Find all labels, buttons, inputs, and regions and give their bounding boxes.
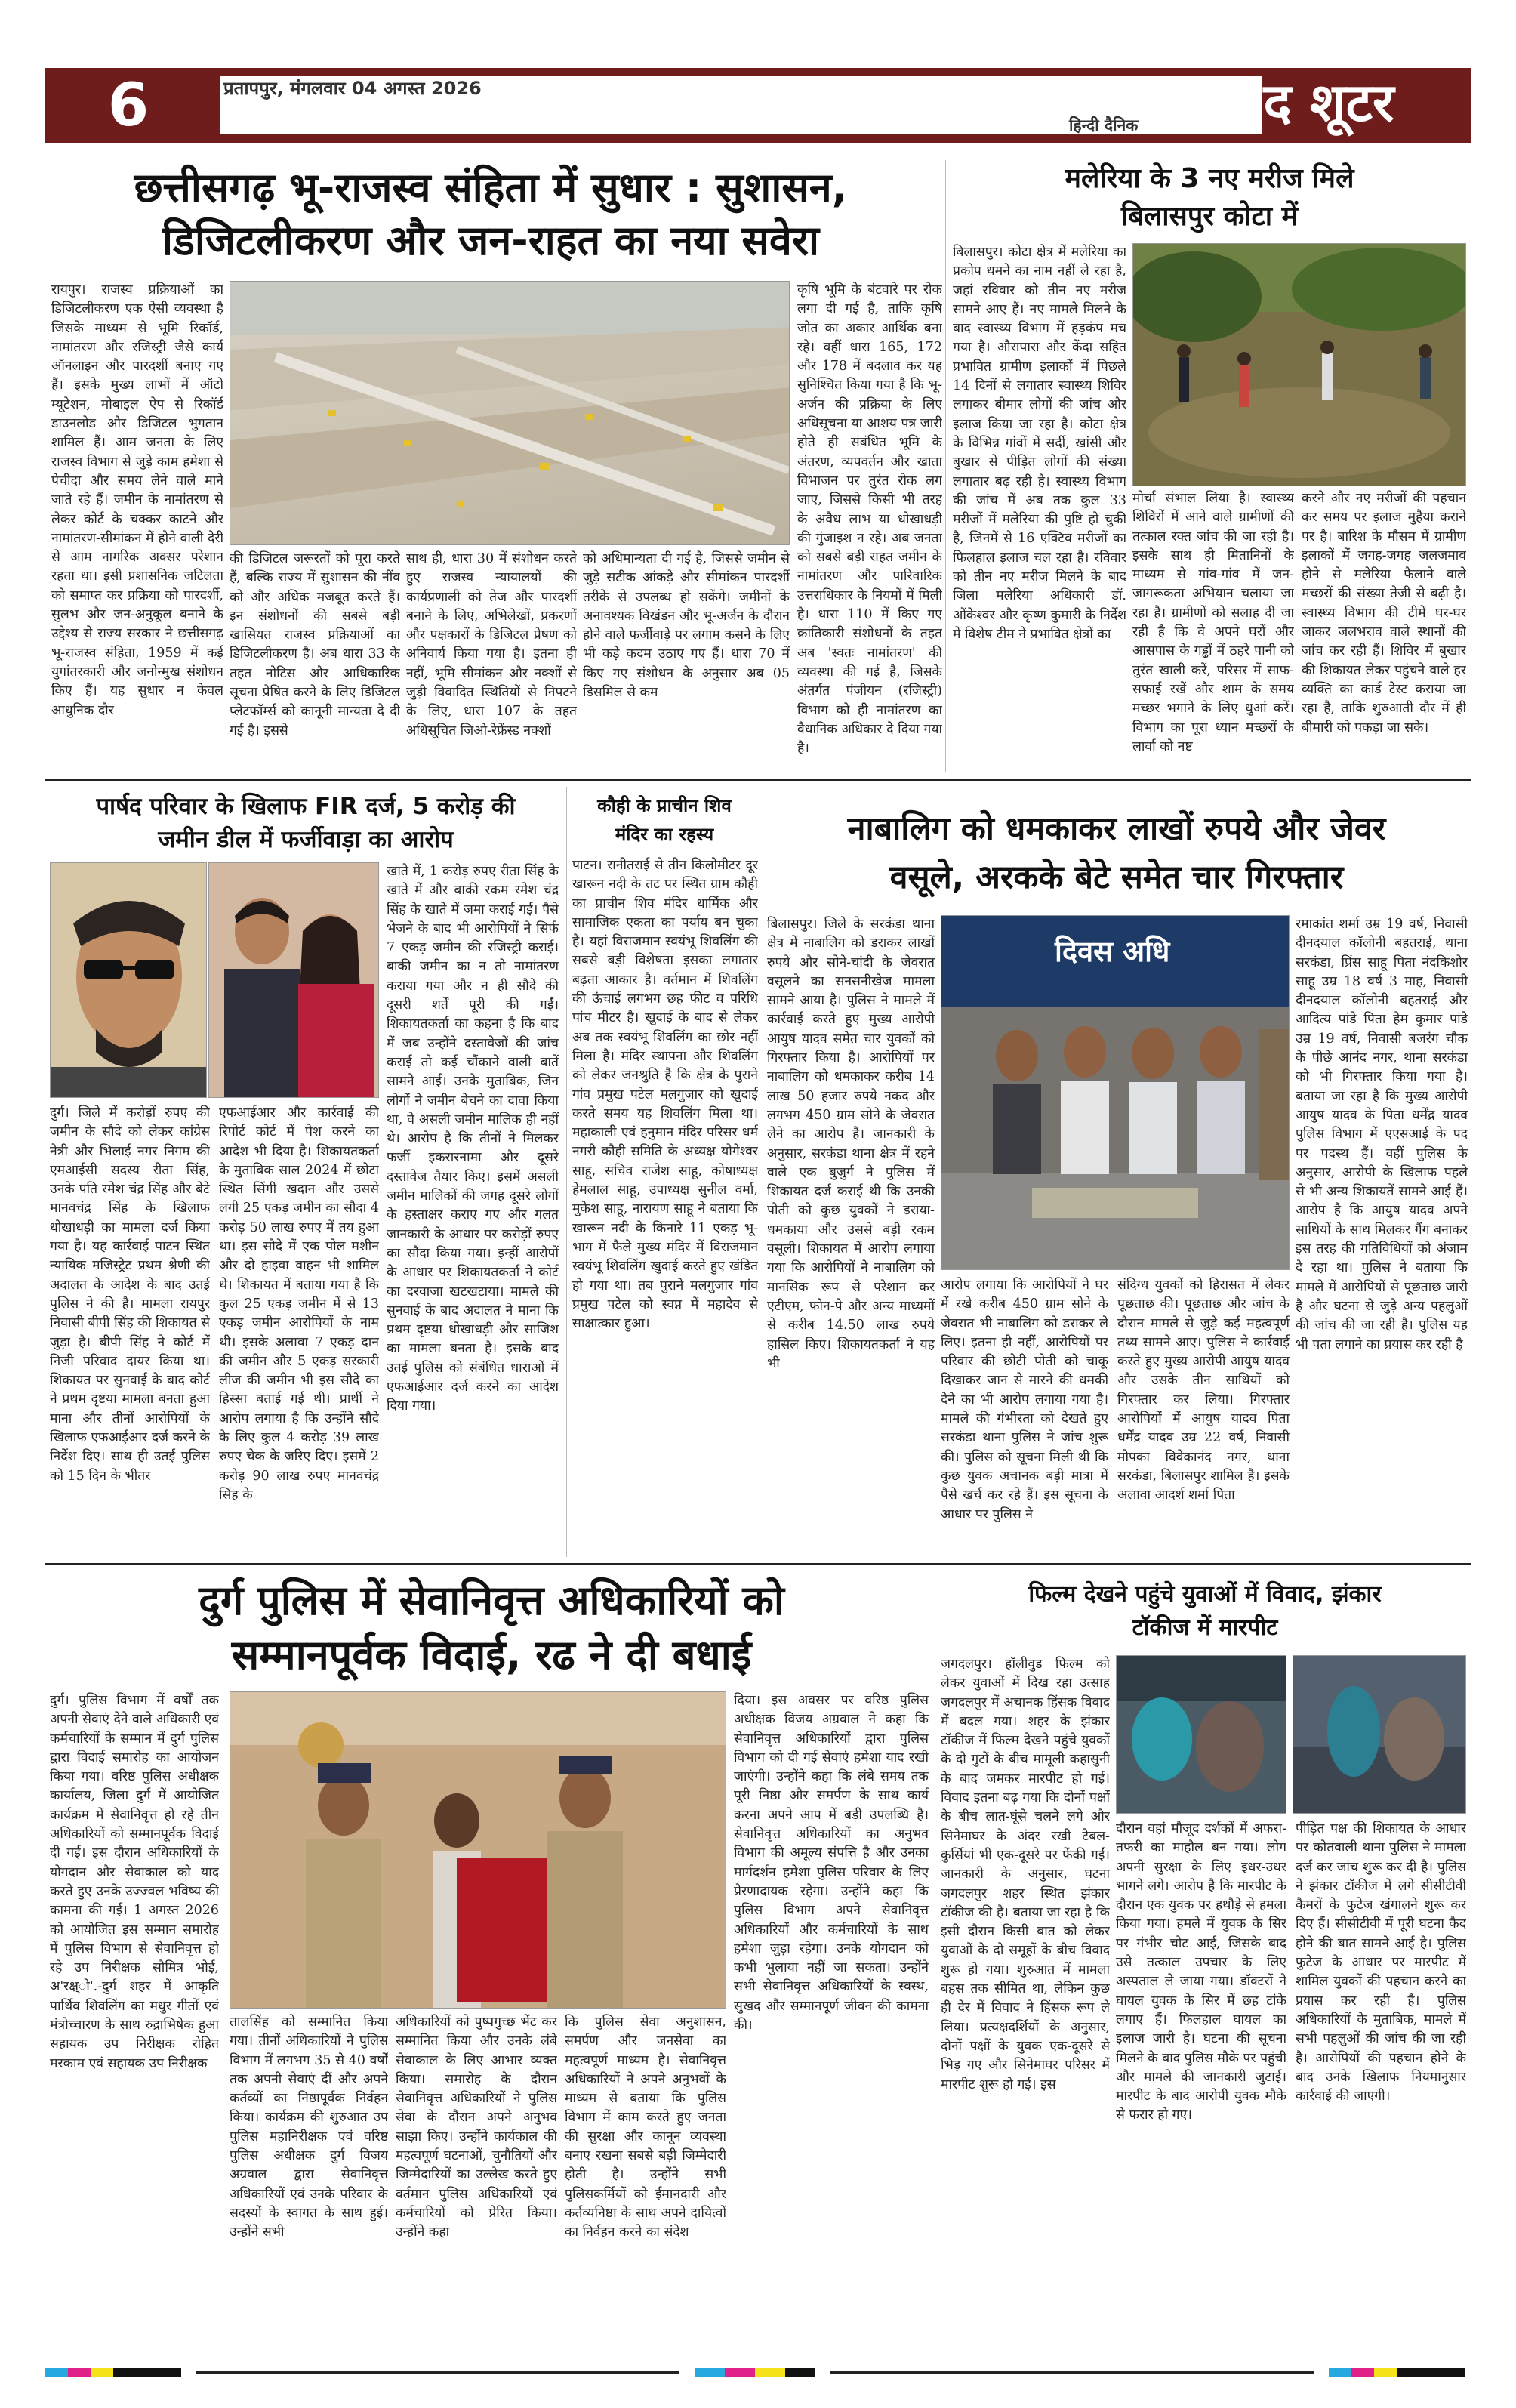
yellow-swatch	[755, 2368, 785, 2377]
arrested-youths-photo	[941, 915, 1290, 1270]
cctv-still-1	[1116, 1655, 1286, 1814]
cyan-swatch	[1329, 2368, 1351, 2377]
bottom-rule-left	[196, 2371, 679, 2374]
story5-column-1: बिलासपुर। जिले के सरकंडा थाना क्षेत्र में नाबालिग को डराकर लाखों रुपये और सोने-चांदी के जेवरात वसूलने का सनसनीखेज मामला सामने आया है। पुलिस ने मामले में कार्रवाई करते हुए मुख्य आरोपी आयुष यादव समेत चार युवकों को गिरफ्तार किया है। आरोपियों पर नाबालिग को धमकाकर करीब 14 लाख 50 हजार रुपये नकद और लगभग 450 ग्राम सोने के जेवरात लेने का आरोप है। जानकारी के अनुसार, सरकंडा थाना क्षेत्र में रहने वाले एक बुजुर्ग ने पुलिस में शिकायत दर्ज कराई थी कि उनकी पोती को कुछ युवकों ने डराया-धमकाया और उससे बड़ी रकम वसूली। शिकायत में आरोप लगाया गया कि आरोपियों ने नाबालिग को मानसिक रूप से परेशान कर एटीएम, फोन-पे और अन्य माध्यमों से करीब 14.50 लाख रुपये हासिल किए। शिकायतकर्ता ने यह भी	[767, 917, 935, 1371]
story2-column-3: करने और नए मरीजों की पहचान कर समय पर इलाज मुहैया कराने पर है। बारिश के मौसम में ग्रामीण इलाकों में जगह-जगह जलजमाव होने से मलेरिया फैलाने वाले मच्छरों की संख्या तेजी से बढ़ी है। स्वास्थ्य विभाग की टीमें घर-घर जाकर जलभराव वाले स्थानों की जांच कर रही हैं। शिविर में बुखार की शिकायत लेकर पहुंचने वाले हर व्यक्ति का कार्ड टेस्ट कराया जा रहा है, ताकि शुरुआती दौर में ही बीमारी को पकड़ा जा सके।	[1302, 491, 1466, 735]
section-divider-2	[45, 1563, 1471, 1565]
print-color-bar	[45, 2368, 181, 2377]
cyan-swatch	[45, 2368, 68, 2377]
story6-column-2: तालसिंह को सम्मानित किया गया। तीनों अधिकारियों ने पुलिस विभाग में लगभग 35 से 40 वर्षों तक अपनी सेवाएं दीं और अपने कर्तव्यों का निष्ठापूर्वक निर्वहन किया। कार्यक्रम की शुरुआत उप पुलिस महानिरीक्षक एवं वरिष्ठ पुलिस अधीक्षक दुर्ग विजय अग्रवाल द्वारा सेवानिवृत्त अधिकारियों एवं उनके परिवार के सदस्यों के स्वागत के साथ हुई। उन्होंने सभी	[230, 2015, 388, 2240]
story3-column-1: दुर्ग। जिले में करोड़ों रुपए की जमीन के सौदे को लेकर कांग्रेस नेत्री और भिलाई नगर निगम की एमआईसी सदस्य रीता सिंह, उनके पति रमेश चंद्र सिंह और बेटे मानवचंद्र सिंह के खिलाफ धोखाधड़ी का मामला दर्ज किया गया है। यह कार्रवाई पाटन स्थित न्यायिक मजिस्ट्रेट प्रथम श्रेणी की अदालत के आदेश के बाद उतई पुलिस ने की है। मामला रायपुर निवासी बीपी सिंह की शिकायत से जुड़ा है। बीपी सिंह ने कोर्ट में निजी परिवाद दायर किया था। शिकायत पर सुनवाई के बाद कोर्ट ने प्रथम दृष्टया मामला बनता हुआ माना और तीनों आरोपियों के खिलाफ एफआईआर दर्ज करने के निर्देश दिए। साथ ही उतई पुलिस को 15 दिन के भीतर	[50, 1105, 210, 1484]
story6-column-5: दिया। इस अवसर पर वरिष्ठ पुलिस अधीक्षक विजय अग्रवाल ने कहा कि सेवानिवृत्त अधिकारियों द्वारा पुलिस विभाग को दी गई सेवाएं हमेशा याद रखी जाएंगी। उन्होंने कहा कि लंबे समय तक पूरी निष्ठा और समर्पण के साथ कार्य करना अपने आप में बड़ी उपलब्धि है। सेवानिवृत्त अधिकारियों का अनुभव विभाग की अमूल्य संपत्ति है और उनका मार्गदर्शन हमेशा पुलिस परिवार के लिए प्रेरणादायक रहेगा। उन्होंने कहा कि पुलिस विभाग अपने सेवानिवृत्त अधिकारियों और कर्मचारियों के साथ हमेशा जुड़ा रहेगा। उनके योगदान को कभी भुलाया नहीं जा सकता। उन्होंने सभी सेवानिवृत्त अधिकारियों के स्वस्थ, सुखद और सम्मानपूर्ण जीवन की कामना की।	[734, 1693, 929, 2033]
page-number: 6	[107, 72, 149, 140]
farewell-ceremony-photo	[230, 1691, 726, 2009]
story2-headline-line1: मलेरिया के 3 नए मरीज मिले	[1065, 163, 1354, 194]
print-color-bar	[1329, 2368, 1465, 2377]
story6-column-3: अधिकारियों को पुष्पगुच्छ भेंट कर सम्मानित किया और उनके लंबे सेवाकाल के लिए आभार व्यक्त किया। समारोह के दौरान सेवानिवृत्त अधिकारियों ने पुलिस सेवा के दौरान अपने अनुभव साझा किए। उन्होंने कार्यकाल की महत्वपूर्ण घटनाओं, चुनौतियों और जिम्मेदारियों का उल्लेख करते हुए वर्तमान पुलिस अधिकारियों एवं कर्मचारियों को प्रेरित किया। उन्होंने कहा	[396, 2015, 557, 2240]
cctv-illustration-1	[1117, 1656, 1286, 1814]
magenta-swatch	[68, 2368, 91, 2377]
story7-headline	[941, 1578, 1469, 1645]
story4-headline-line1: कौही के प्राचीन शिव	[597, 795, 732, 816]
story7-column-3: पीड़ित पक्ष की शिकायत के आधार पर कोतवाली थाना पुलिस ने मामला दर्ज कर जांच शुरू कर दी है। पुलिस ने झंकार टॉकीज में लगे सीसीटीवी कैमरों के फुटेज खंगालने शुरू कर दिए हैं। सीसीटीवी में पूरी घटना कैद होने की बात सामने आई है। पुलिस फुटेज के आधार पर मारपीट में शामिल युवकों की पहचान करने का प्रयास कर रही है। पुलिस अधिकारियों के मुताबिक, मामले में सभी पहलुओं की जांच की जा रही है। आरोपियों की पहचान होने के बाद उनके खिलाफ नियमानुसार कार्रवाई की जाएगी।	[1296, 1821, 1466, 2104]
print-color-bar	[695, 2368, 815, 2377]
yellow-swatch	[91, 2368, 113, 2377]
story7-headline-line2: टॉकीज में मारपीट	[1132, 1614, 1278, 1641]
story5-headline-line1: नाबालिग को धमकाकर लाखों रुपये और जेवर	[847, 810, 1386, 848]
story6-column-4: कि पुलिस सेवा अनुशासन, समर्पण और जनसेवा का महत्वपूर्ण माध्यम है। सेवानिवृत्त अधिकारियों ने अपने अनुभवों के माध्यम से बताया कि पुलिस विभाग में काम करते हुए जनता की सुरक्षा और कानून व्यवस्था बनाए रखना सबसे बड़ी जिम्मेदारी होती है। उन्होंने सभी पुलिसकर्मियों को ईमानदारी और कर्तव्यनिष्ठा के साथ अपने दायित्वों का निर्वहन करने का संदेश	[565, 2015, 726, 2240]
black-swatch	[113, 2368, 181, 2377]
story6-headline-line2: सम्मानपूर्वक विदाई, रढ ने दी बधाई	[231, 1631, 752, 1679]
story3-headline-line1: पार्षद परिवार के खिलाफ FIR दर्ज, 5 करोड़ की	[96, 793, 516, 820]
story4-headline-line2: मंदिर का रहस्य	[615, 824, 714, 845]
story5-headline	[766, 805, 1468, 902]
tagline: हिन्दी दैनिक	[1069, 116, 1139, 134]
malaria-field-photo	[1132, 243, 1466, 486]
story6-headline-line1: दुर्ग पुलिस में सेवानिवृत्त अधिकारियों को	[199, 1577, 784, 1624]
story1-column-3: साथ ही, धारा 30 में संशोधन करते हुए राजस्व न्यायालयों की कार्यप्रणाली को तेज और पारदर्शी बनाने के लिए, अभिलेखों, प्रकरणों और पक्षकारों के डिजिटल प्रेषण को अनिवार्य किया गया है। इतना ही नहीं, भूमि सीमांकन और नक्शों से जुड़ी विवादित स्थितियों से निपटने के लिए, धारा 107 के तहत अधिसूचित जिओ-रेफ्रेंस्ड नक्शों	[406, 551, 577, 738]
story1-column-5: कृषि भूमि के बंटवारे पर रोक लगा दी गई है, ताकि कृषि जोत का अकार आर्थिक बना रहे। वहीं धारा 165, 172 और 178 में बदलाव कर यह सुनिश्चित किया गया है कि भू-अर्जन की प्रक्रिया के लिए अधिसूचना या आशय पत्र जारी होते ही संबंधित भूमि के अंतरण, व्यपवर्तन और खाता विभाजन पर तुरंत रोक लग जाए, जिससे किसी भी तरह के अवैध लाभ या धोखाधड़ी की गुंजाइश न रहे। अब जनता को सबसे बड़ी राहत जमीन के नामांतरण और पारिवारिक उत्तराधिकार के नियमों में मिली है। धारा 110 में किए गए क्रांतिकारी संशोधनों के तहत अब 'स्वतः नामांतरण' की व्यवस्था की गई है, जिसके अंतर्गत पंजीयन (रजिस्ट्री) विभाग को ही नामांतरण का वैधानिक अधिकार दे दिया गया है।	[797, 282, 942, 757]
story1-column-4: को अधिमान्यता दी गई है, जिससे जमीन से जुड़े सटीक आंकड़े और सीमांकन पारदर्शी तरीके से उपलब्ध हो सकेंगे। जमीनों के अनावश्यक विखंडन और भू-अर्जन के दौरान होने वाले फर्जीवाड़े पर लगाम कसने के लिए भी कड़े कदम उठाए गए हैं। धारा 70 में किए गए संशोधन के अनुसार अब 05 डिसमिल से कम	[583, 551, 790, 701]
yellow-swatch	[1374, 2368, 1397, 2377]
story4-column-1: पाटन। रानीतराई से तीन किलोमीटर दूर खारून नदी के तट पर स्थित ग्राम कौही का प्राचीन शिव मंदिर धार्मिक और सामाजिक एकता का पर्याय बन चुका है। यहां विराजमान स्वयंभू शिवलिंग की सबसे बड़ी विशेषता इसका लगातार बढ़ता आकार है। वर्तमान में शिवलिंग की ऊंचाई लगभग छह फीट व परिधि पांच मीटर है। खुदाई के बाद से लेकर अब तक स्वयंभू शिवलिंग का छोर नहीं मिला है। मंदिर स्थापना और शिवलिंग को लेकर जनश्रुति है कि क्षेत्र के पुराने गांव प्रमुख पटेल मलगुजार को खुदाई करते समय यह शिवलिंग मिला था। महाकाली एवं हनुमान मंदिर परिसर धर्म नगरी कौही समिति के अध्यक्ष योगेश्वर साहू, सचिव राजेश साहू, कोषाध्यक्ष हेमलाल साहू, उपाध्यक्ष सुनील वर्मा, मुकेश साहू, नारायण साहू ने बताया कि खारून नदी के किनारे 11 एकड़ भू-भाग में फैले मुख्य मंदिर में विराजमान स्वयंभू शिवलिंग खुदाई करते हुए खंडित हो गया था। तब पुराने मलगुजार गांव प्रमुख पटेल को स्वप्न में महादेव से साक्षात्कार हुआ।	[572, 858, 758, 1332]
story4-headline	[571, 791, 758, 849]
dateline: प्रतापपुर, मंगलवार 04 अगस्त 2026	[223, 78, 482, 99]
cctv-still-2	[1293, 1655, 1466, 1814]
accused-son-photo	[50, 862, 207, 1098]
story1-column-1: रायपुर। राजस्व प्रक्रियाओं का डिजिटलीकरण एक ऐसी व्यवस्था है जिसके माध्यम से भूमि रिकॉर्ड, नामांतरण और रजिस्ट्री जैसे कार्य ऑनलाइन और पारदर्शी बनाए गए हैं। इसके मुख्य लाभों में ऑटो म्यूटेशन, मोबाइल ऐप से रिकॉर्ड डाउनलोड और डिजिटल भुगतान शामिल हैं। आम जनता के लिए राजस्व विभाग से जुड़े काम हमेशा से पेचीदा और समय लेने वाले माने जाते रहे हैं। जमीन के नामांतरण से लेकर कोर्ट के चक्कर काटने और नामांतरण-सीमांकन में होने वाली देरी से आम नागरिक अक्सर परेशान रहता था। इसी प्रशासनिक जटिलता को समाप्त कर प्रक्रिया को पारदर्शी, सुलभ और जन-अनुकूल बनाने के उद्देश्य से राज्य सरकार ने छत्तीसगढ़ भू-राजस्व संहिता, 1959 में कई युगांतरकारी और जनोन्मुख संशोधन किए हैं। यह सुधार न केवल आधुनिक दौर	[51, 282, 223, 718]
farewell-ceremony-illustration	[230, 1692, 726, 2009]
black-swatch	[785, 2368, 815, 2377]
story3-headline	[50, 790, 562, 856]
story5-headline-line2: वसूले, अरकके बेटे समेत चार गिरफ्तार	[889, 859, 1344, 896]
column-separator	[945, 160, 946, 772]
story3-column-3: खाते में, 1 करोड़ रुपए रीता सिंह के खाते में और बाकी रकम रमेश चंद्र सिंह के खाते में जमा कराई गई। पैसे भेजने के बाद भी आरोपियों ने सिर्फ 7 एकड़ जमीन की रजिस्ट्री कराई। बाकी जमीन का न तो नामांतरण कराया गया और न ही सौदे की दूसरी शर्तें पूरी की गईं। शिकायतकर्ता का कहना है कि बाद में जब उन्होंने दस्तावेजों की जांच कराई तो कई चौंकाने वाली बातें सामने आईं। उनके मुताबिक, जिन लोगों ने जमीन बेचने का दावा किया था, वे असली जमीन मालिक ही नहीं थे। आरोप है कि तीनों ने मिलकर फर्जी इकरारनामा और दूसरे दस्तावेज तैयार किए। इसमें असली जमीन मालिकों की जगह दूसरे लोगों के हस्ताक्षर कराए गए और गलत जानकारी के आधार पर करोड़ों रुपए का सौदा किया गया। इन्हीं आरोपों के आधार पर शिकायतकर्ता ने कोर्ट का दरवाजा खटखटाया। मामले की सुनवाई के बाद अदालत ने माना कि प्रथम दृष्टया धोखाधड़ी और साजिश का मामला बनता है। इसके बाद उतई पुलिस को संबंधित धाराओं में एफआईआर दर्ज करने का आदेश दिया गया।	[387, 864, 559, 1414]
story2-headline-line2: बिलासपुर कोटा में	[1120, 201, 1299, 232]
story7-column-2: दौरान वहां मौजूद दर्शकों में अफरा-तफरी का माहौल बन गया। लोग अपनी सुरक्षा के लिए इधर-उधर भागने लगे। आरोप है कि मारपीट के दौरान एक युवक पर हथौड़े से हमला किया गया। हमले में युवक के सिर पर गंभीर चोट आई, जिसके बाद उसे तत्काल उपचार के लिए अस्पताल ले जाया गया। डॉक्टरों ने घायल युवक के सिर में छह टांके लगाए हैं। फिलहाल घायल का इलाज जारी है। घटना की सूचना मिलने के बाद पुलिस मौके पर पहुंची और मामले की जानकारी जुटाई। मारपीट के बाद आरोपी युवक मौके से फरार हो गए।	[1116, 1821, 1286, 2123]
story2-column-1: बिलासपुर। कोटा क्षेत्र में मलेरिया का प्रकोप थमने का नाम नहीं ले रहा है, जहां रविवार को तीन नए मरीज सामने आए हैं। नए मामले मिलने के बाद स्वास्थ्य विभाग में हड़कंप मच गया है। औरापारा और केंदा सहित प्रभावित ग्रामीण इलाकों में पिछले 14 दिनों से लगातार स्वास्थ्य शिविर लगाकर बीमार लोगों की जांच और इलाज किया जा रहा है। कोटा क्षेत्र के विभिन्न गांवों में सर्दी, खांसी और बुखार से पीड़ित लोगों की संख्या लगातार बढ़ रही है। स्वास्थ्य विभाग की जांच में अब तक कुल 33 मरीजों में मलेरिया की पुष्टि हो चुकी है, जिनमें से 16 एक्टिव मरीजों का फिलहाल इलाज चल रहा है। रविवार को तीन नए मरीज मिलने के बाद जिला मलेरिया अधिकारी डॉ. ओंकेश्वर और कृष्ण कुमारी के निर्देश में विशेष टीम ने प्रभावित क्षेत्रों का	[953, 245, 1126, 642]
portrait-illustration	[51, 863, 207, 1098]
story2-column-2: मोर्चा संभाल लिया है। स्वास्थ्य शिविरों में आने वाले ग्रामीणों की तत्काल रक्त जांच की जा रही है। इसके साथ ही मितानिनों के माध्यम से गांव-गांव में जन-जागरूकता अभियान चलाया जा रहा है। ग्रामीणों को सलाह दी जा रही है कि वे अपने घरों और आसपास के गड्ढों में ठहरे पानी को तुरंत खाली करें, परिसर में साफ-सफाई रखें और शाम के समय मच्छर भगाने के लिए धुआं करें। विभाग का पूरा ध्यान मच्छरों के लार्वा को नष्ट	[1132, 491, 1294, 754]
field-team-illustration	[1133, 244, 1466, 486]
story5-column-3: संदिग्ध युवकों को हिरासत में लेकर पूछताछ की। पूछताछ और जांच के दौरान मामले से जुड़े कई महत्वपूर्ण तथ्य सामने आए। पुलिस ने कार्रवाई करते हुए मुख्य आरोपी आयुष यादव और उसके तीन साथियों को गिरफ्तार कर लिया। गिरफ्तार आरोपियों में आयुष यादव पिता धर्मेंद्र यादव उम्र 22 वर्ष, निवासी मोपका विवेकानंद नगर, थाना सरकंडा, बिलासपुर शामिल है। इसके अलावा आदर्श शर्मा पिता	[1117, 1278, 1290, 1503]
magenta-swatch	[1351, 2368, 1374, 2377]
councillor-family-photo	[208, 862, 379, 1098]
story3-column-2: एफआईआर और कार्रवाई की रिपोर्ट कोर्ट में पेश करने का आदेश भी दिया है। शिकायतकर्ता के मुताबिक साल 2024 में छोटा स्थित सिंगी खदान और उससे लगी 25 एकड़ जमीन का सौदा 4 करोड़ 50 लाख रुपए में तय हुआ था। इस सौदे में एक पोल मशीन और दो हाइवा वाहन भी शामिल थे। शिकायत में बताया गया है कि कुल 25 एकड़ जमीन में से 13 एकड़ जमीन आरोपियों के नाम थी। इसके अलावा 7 एकड़ दान की जमीन और 5 एकड़ सरकारी लीज की जमीन भी इस सौदे का हिस्सा बताई गई थी। प्रार्थी ने आरोप लगाया है कि उन्होंने सौदे के लिए कुल 4 करोड़ 39 लाख रुपए चेक के जरिए दिए। इसमें 2 करोड़ 90 लाख रुपए मानवचंद्र सिंह के	[219, 1105, 379, 1503]
photo-banner-text: दिवस अधि	[1055, 935, 1170, 968]
bottom-rule-right	[830, 2371, 1314, 2374]
story1-headline	[53, 162, 929, 267]
cctv-illustration-2	[1293, 1656, 1466, 1814]
land-plots-illustration	[230, 282, 790, 545]
column-separator	[566, 787, 567, 1557]
story7-headline-line1: फिल्म देखने पहुंचे युवाओं में विवाद, झंकार	[1028, 1581, 1382, 1608]
section-divider-1	[45, 779, 1471, 781]
story2-headline	[953, 160, 1466, 236]
story1-headline-line2: डिजिटलीकरण और जन-राहत का नया सवेरा	[162, 217, 819, 264]
story5-column-4: रमाकांत शर्मा उम्र 19 वर्ष, निवासी दीनदयाल कॉलोनी बहतराई, थाना सरकंडा, प्रिंस साहू पिता नंदकिशोर साहू उम्र 18 वर्ष 3 माह, निवासी दीनदयाल कॉलोनी बहतराई और आदित्य पांडे पिता हेम कुमार पांडे उम्र 19 वर्ष, निवासी बजरंग चौक के पीछे आनंद नगर, थाना सरकंडा को भी गिरफ्तार किया गया है। बताया जा रहा है कि मुख्य आरोपी आयुष यादव के पिता धर्मेंद्र यादव पुलिस विभाग में एएसआई के पद पर पदस्थ हैं। वहीं पुलिस के अनुसार, आरोपी के खिलाफ पहले से भी अन्य शिकायतें सामने आई हैं। आरोप है कि आयुष यादव अपने साथियों के साथ मिलकर गैंग बनाकर इस तरह की गतिविधियों को अंजाम दे रहा था। पुलिस ने बताया कि मामले में आरोपियों से पूछताछ जारी है और घटना से जुड़े अन्य पहलुओं की जांच की जा रही है। पुलिस यह भी पता लगाने का प्रयास कर रही है	[1296, 917, 1468, 1352]
land-plots-photo	[230, 281, 790, 545]
story3-headline-line2: जमीन डील में फर्जीवाड़ा का आरोप	[158, 826, 454, 853]
story1-headline-line1: छत्तीसगढ़ भू-राजस्व संहिता में सुधार : सुशासन,	[134, 164, 848, 211]
newspaper-brand: द शूटर	[1263, 72, 1394, 134]
story7-column-1: जगदलपुर। हॉलीवुड फिल्म को लेकर युवाओं में दिख रहा उत्साह जगदलपुर में अचानक हिंसक विवाद में बदल गया। शहर के झंकार टॉकीज में फिल्म देखने पहुंचे युवकों के दो गुटों के बीच मामूली कहासुनी के बाद जमकर मारपीट हो गई। विवाद इतना बढ़ गया कि दोनों पक्षों के बीच लात-घूंसे चलने लगे और सिनेमाघर के अंदर रखी टेबल-कुर्सियां भी एक-दूसरे पर फेंकी गईं। जानकारी के अनुसार, घटना जगदलपुर शहर स्थित झंकार टॉकीज की है। बताया जा रहा है कि इसी दौरान किसी बात को लेकर युवाओं के दो समूहों के बीच विवाद शुरू हो गया। शुरुआत में मामला बहस तक सीमित था, लेकिन कुछ ही देर में विवाद ने हिंसक रूप ले लिया। प्रत्यक्षदर्शियों के अनुसार, दोनों पक्षों के युवक एक-दूसरे से भिड़ गए और सिनेमाघर परिसर में मारपीट शुरू हो गई। इस	[941, 1657, 1110, 2092]
couple-illustration	[209, 863, 379, 1098]
cyan-swatch	[695, 2368, 725, 2377]
black-swatch	[1397, 2368, 1465, 2377]
story6-column-1: दुर्ग। पुलिस विभाग में वर्षों तक अपनी सेवाएं देने वाले अधिकारी एवं कर्मचारियों के सम्मान में दुर्ग पुलिस द्वारा विदाई समारोह का आयोजन किया गया। वरिष्ठ पुलिस अधीक्षक कार्यालय, जिला दुर्ग में आयोजित कार्यक्रम में सेवानिवृत्त हो रहे तीन अधिकारियों को सम्मानपूर्वक विदाई दी गई। इस दौरान अधिकारियों के योगदान और सेवाकाल को याद करते हुए उनके उज्ज्वल भविष्य की कामना की गई। 1 अगस्त 2026 को आयोजित इस सम्मान समारोह में पुलिस विभाग से सेवानिवृत्त हो रहे उप निरीक्षक सौमित्र भोई, अ'रक्ष्ाे'.-दुर्ग शहर में आकृति पार्थिव शिवलिंग का मधुर गीतों एवं मंत्रोच्चारण के साथ रुद्राभिषेक हुआ सहायक उप निरीक्षक रोहित मरकाम एवं सहायक उप निरीक्षक	[50, 1693, 219, 2071]
story1-column-2: की डिजिटल जरूरतों को पूरा करते हैं, बल्कि राज्य में सुशासन की नींव को और अधिक मजबूत करते हैं। इन संशोधनों की सबसे बड़ी खासियत राजस्व प्रक्रियाओं का डिजिटलीकरण है। अब धारा 33 के तहत नोटिस और आधिकारिक सूचना प्रेषित करने के लिए डिजिटल प्लेटफॉर्म्स को कानूनी मान्यता दे दी गई है। इससे	[230, 551, 400, 738]
magenta-swatch	[725, 2368, 755, 2377]
story5-column-2: आरोप लगाया कि आरोपियों ने घर में रखे करीब 450 ग्राम सोने के जेवरात भी नाबालिग को डराकर ले लिए। इतना ही नहीं, आरोपियों पर परिवार की छोटी पोती को चाकू दिखाकर जान से मारने की धमकी देने का भी आरोप लगाया गया है। मामले की गंभीरता को देखते हुए सरकंडा थाना पुलिस ने जांच शुरू की। पुलिस को सूचना मिली थी कि कुछ युवक अचानक बड़ी मात्रा में पैसे खर्च कर रहे हैं। इस सूचना के आधार पर पुलिस ने	[941, 1278, 1108, 1522]
story6-headline	[50, 1574, 933, 1682]
